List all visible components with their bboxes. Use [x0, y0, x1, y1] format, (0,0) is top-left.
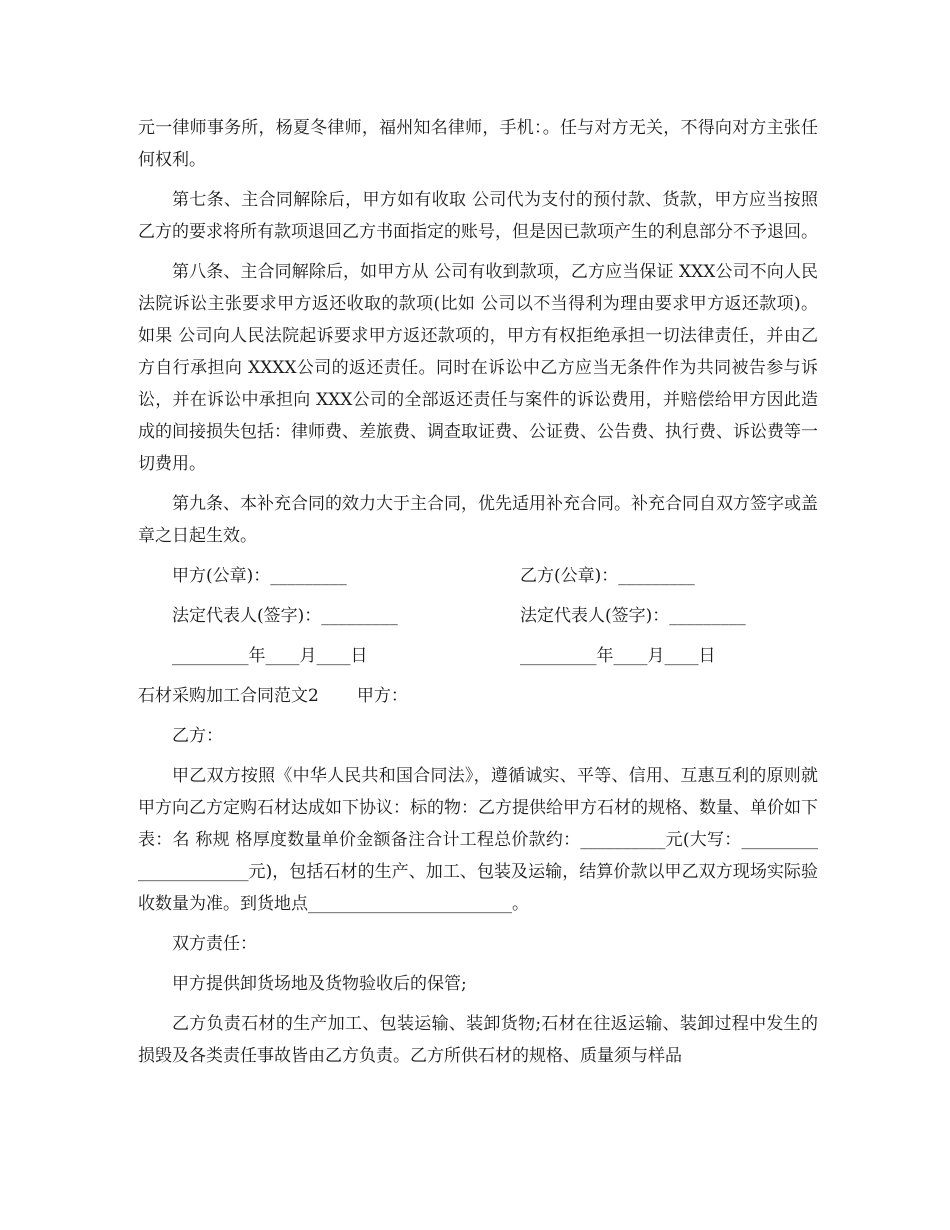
party-b-seal-field: 乙方(公章)：_________	[520, 566, 695, 586]
party-b-representative-field: 法定代表人(签字)：_________	[520, 606, 746, 626]
paragraph: 乙方：	[172, 726, 223, 746]
signature-row-date	[138, 640, 818, 672]
party-b-date-field: _________年____月____日	[520, 646, 716, 666]
paragraph: 甲方提供卸货场地及货物验收后的保管;	[172, 974, 467, 994]
paragraph: 甲乙双方按照《中华人民共和国合同法》，遵循诚实、平等、信用、互惠互利的原则就甲方向乙方定购石材达成如下协议：标的物：乙方提供给甲方石材的规格、数量、单价如下表：名 称规 格厚度数量单价金额备注合计工程总价款约：__________元(大写：______________________元)，包括石材的生产、加工、包装及运输，结算价款以甲乙双方现场实际验收数量为准。到货地点________________________。	[138, 766, 818, 914]
second-contract-title: 石材采购加工合同范文2	[138, 686, 319, 706]
paragraph: 元一律师事务所，杨夏冬律师，福州知名律师，手机：。任与对方无关，不得向对方主张任何权利。	[138, 118, 818, 170]
paragraph: 双方责任：	[172, 934, 257, 954]
heading-spacer	[319, 680, 357, 712]
document-body	[138, 112, 818, 1080]
party-a-seal-field: 甲方(公章)：_________	[172, 566, 347, 586]
signature-row-seal	[138, 560, 818, 592]
second-contract-clauses	[138, 720, 818, 1072]
party-a-date-field: _________年____月____日	[172, 646, 368, 666]
paragraph: 第八条、主合同解除后，如甲方从 公司有收到款项，乙方应当保证 XXX公司不向人民法院诉讼主张要求甲方返还收取的款项(比如 公司以不当得利为理由要求甲方返还款项)。如果 公司向人民法院起诉要求甲方返还款项的，甲方有权拒绝承担一切法律责任，并由乙方自行承担向 XXXX公司的返还责任。同时在诉讼中乙方应当无条件作为共同被告参与诉讼，并在诉讼中承担向 XXX公司的全部返还责任与案件的诉讼费用，并赔偿给甲方因此造成的间接损失包括：律师费、差旅费、调查取证费、公证费、公告费、执行费、诉讼费等一切费用。	[138, 262, 818, 474]
party-a-representative-field: 法定代表人(签字)：_________	[172, 606, 398, 626]
contract-clauses	[138, 112, 818, 552]
second-contract-heading	[138, 680, 818, 712]
paragraph: 第九条、本补充合同的效力大于主合同，优先适用补充合同。补充合同自双方签字或盖章之日起生效。	[138, 494, 818, 546]
party-a-label: 甲方：	[356, 686, 408, 706]
paragraph: 第七条、主合同解除后，甲方如有收取 公司代为支付的预付款、货款，甲方应当按照乙方的要求将所有款项退回乙方书面指定的账号，但是因已款项产生的利息部分不予退回。	[138, 190, 818, 242]
paragraph: 乙方负责石材的生产加工、包装运输、装卸货物;石材在往返运输、装卸过程中发生的损毁及各类责任事故皆由乙方负责。乙方所供石材的规格、质量须与样品	[138, 1014, 818, 1066]
signature-row-representative	[138, 600, 818, 632]
